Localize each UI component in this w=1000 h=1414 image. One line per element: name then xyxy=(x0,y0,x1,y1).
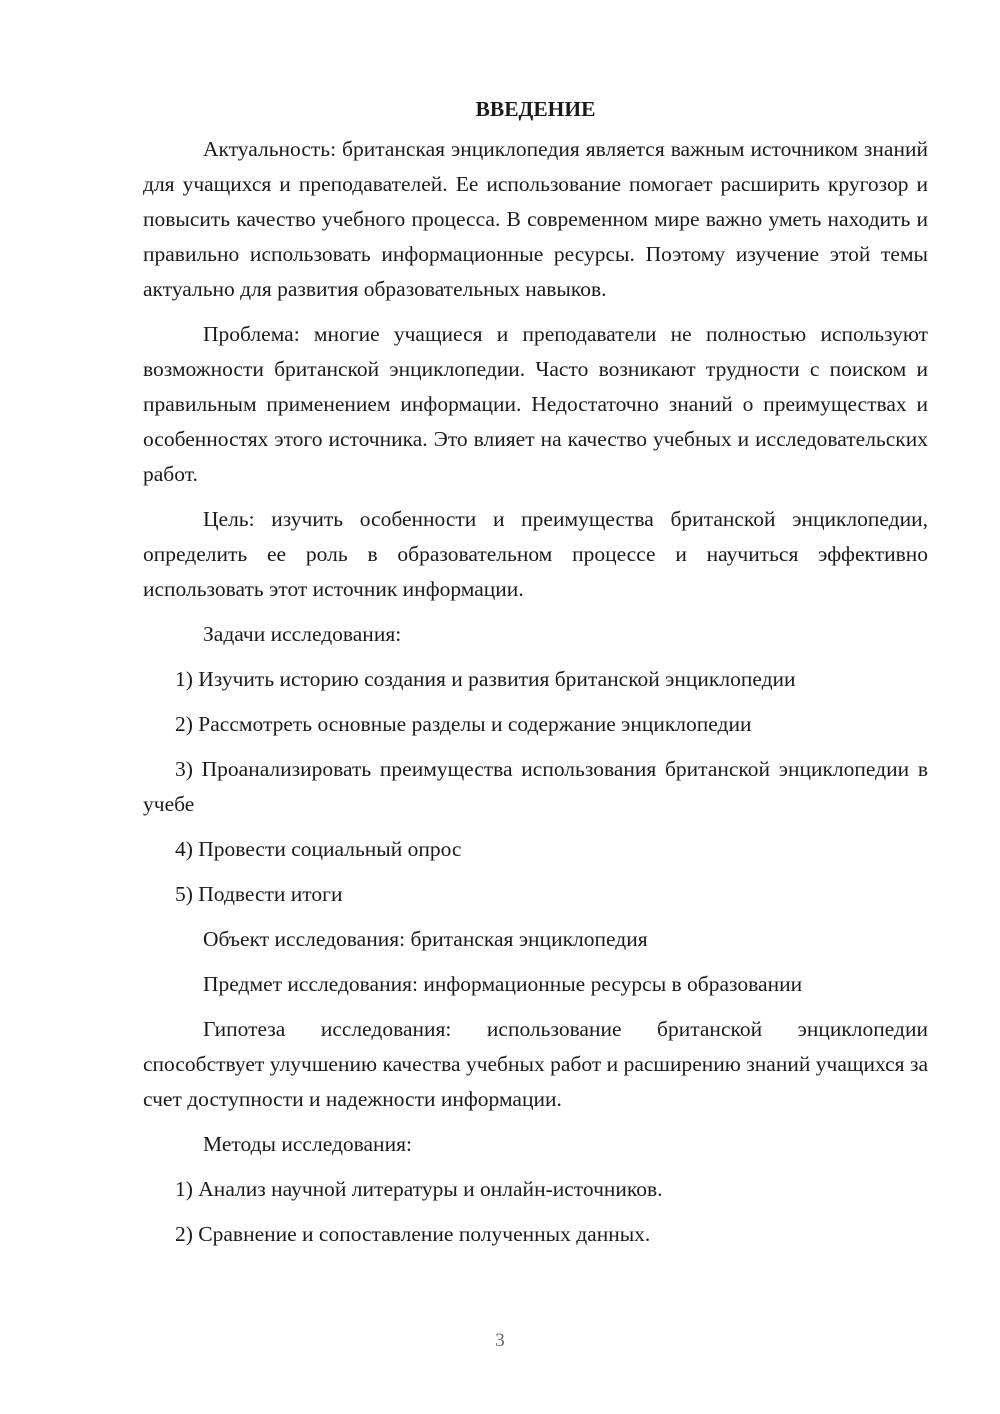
page-content xyxy=(143,92,928,1262)
goal-paragraph: Цель: изучить особенности и преимущества британской энциклопедии, определить ее роль в образовательном процессе и научиться эффективно использовать этот источник информации. xyxy=(143,507,928,601)
task-item: 4) Провести социальный опрос xyxy=(175,837,462,861)
task-item: 2) Рассмотреть основные разделы и содержание энциклопедии xyxy=(175,712,752,736)
page-title: ВВЕДЕНИЕ xyxy=(475,97,596,121)
methods-heading: Методы исследования: xyxy=(203,1132,412,1156)
object-paragraph: Объект исследования: британская энциклопедия xyxy=(203,927,648,951)
hypothesis-paragraph: Гипотеза исследования: использование британской энциклопедии способствует улучшению качества учебных работ и расширению знаний учащихся за счет доступности и надежности информации. xyxy=(143,1017,928,1111)
method-item: 2) Сравнение и сопоставление полученных данных. xyxy=(175,1222,651,1246)
relevance-paragraph: Актуальность: британская энциклопедия является важным источником знаний для учащихся и преподавателей. Ее использование помогает расширить кругозор и повысить качество учебного процесса. В современном мире важно уметь находить и правильно использовать информационные ресурсы. Поэтому изучение этой темы актуально для развития образовательных навыков. xyxy=(143,137,928,301)
problem-paragraph: Проблема: многие учащиеся и преподаватели не полностью используют возможности британской энциклопедии. Часто возникают трудности с поиском и правильным применением информации. Недостаточно знаний о преимуществах и особенностях этого источника. Это влияет на качество учебных и исследовательских работ. xyxy=(143,322,928,486)
subject-paragraph: Предмет исследования: информационные ресурсы в образовании xyxy=(203,972,803,996)
task-item: 1) Изучить историю создания и развития британской энциклопедии xyxy=(175,667,796,691)
method-item: 1) Анализ научной литературы и онлайн-источников. xyxy=(175,1177,663,1201)
page-number: 3 xyxy=(495,1330,505,1351)
task-item: 5) Подвести итоги xyxy=(175,882,343,906)
task-item: 3) Проанализировать преимущества использования британской энциклопедии в учебе xyxy=(143,757,928,816)
tasks-heading: Задачи исследования: xyxy=(203,622,402,646)
